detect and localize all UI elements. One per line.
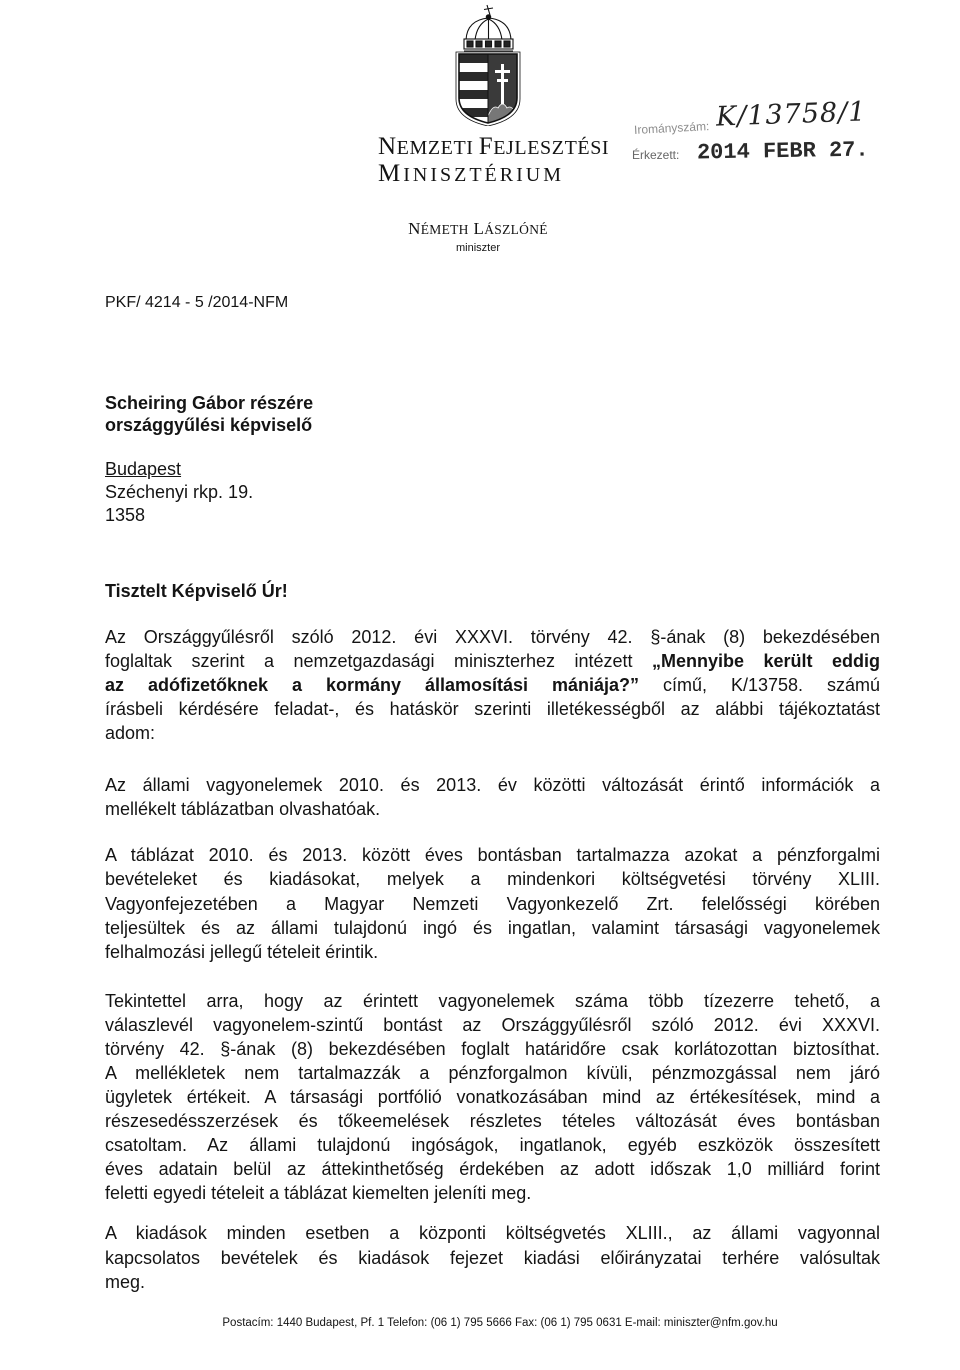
paragraph-line: A kiadások minden esetben a központi költségvetés XLIII., az állami vagyonnal: [105, 1223, 880, 1243]
paragraph-line: Tekintettel arra, hogy az érintett vagyonelemek száma több tízezerre tehető, a: [105, 991, 880, 1011]
paragraph-line: teljesültek és az állami tulajdonú ingó és ingatlan, valamint társasági vagyonelemek: [105, 917, 880, 938]
paragraph-line: bevételeket és kiadásokat, melyek a mindenkori költségvetési törvény XLIII.: [105, 869, 880, 890]
minister-name-word: NÉMETH: [408, 219, 469, 238]
paragraph-5: [105, 1221, 880, 1295]
ministry-name: [378, 134, 609, 188]
stamp-received-label: Érkezett:: [632, 148, 680, 162]
addressee-role: országgyűlési képviselő: [105, 415, 313, 435]
footer-contact: Postacím: 1440 Budapest, Pf. 1 Telefon: (06 1) 795 5666 Fax: (06 1) 795 0631 E-mail: miniszter@nfm.gov.hu: [222, 1317, 778, 1329]
paragraph-line: mellékelt táblázatban olvashatóak.: [105, 798, 381, 819]
minister-name: [378, 218, 578, 240]
paragraph-3: [105, 843, 880, 964]
paragraph-line: ügyletek értékeit. A társasági portfólió vonatkozásában mind az értékesítések, mind a: [105, 1087, 880, 1107]
line-text: című, K/13758. számú: [662, 675, 880, 695]
paragraph-line: törvény 42. §-ának (8) bekezdésében foglalt határidőre csak korlátozottan biztosíthat.: [105, 1039, 880, 1059]
paragraph-line: Az állami vagyonelemek 2010. és 2013. év közötti változását érintő információk a: [105, 775, 880, 795]
paragraph-line: Vagyonfejezetében a Magyar Nemzeti Vagyonkezelő Zrt. felelősségi körében: [105, 893, 880, 914]
ministry-word: NEMZETI: [378, 133, 474, 160]
paragraph-line: meg.: [105, 1272, 146, 1292]
crown-icon: [464, 5, 513, 51]
paragraph-line: [105, 721, 880, 745]
paragraph-4: [105, 989, 880, 1205]
paragraph-line: [105, 673, 880, 697]
paragraph-line: A mellékletek nem tartalmazzák a pénzforgalmon kívüli, pénzmozgással nem járó: [105, 1063, 880, 1083]
minister-name-word: LÁSZLÓNÉ: [473, 219, 548, 238]
address-block: [105, 458, 253, 527]
paragraph-2: [105, 774, 880, 821]
line-text: adom:: [105, 723, 156, 743]
paragraph-line: részesedésszerzések és tőkeemelések részletes tételes változását éves bontásban: [105, 1111, 880, 1131]
address-postcode: 1358: [105, 505, 146, 525]
ministry-name-line-2: [378, 161, 609, 188]
question-title-bold: az adófizetőknek a kormány államosítási mániája?”: [105, 675, 639, 695]
paragraph-line: kapcsolatos bevételek és kiadások fejezet kiadási előirányzatai terhére valósultak: [105, 1247, 880, 1268]
paragraph-line: válaszlevél vagyonelem-szintű bontást az Országgyűlésről szóló 2012. évi XXXVI.: [105, 1015, 880, 1035]
stamp-number-label: Irományszám:: [633, 119, 710, 137]
paragraph-line: [105, 649, 880, 673]
question-title-bold: „Mennyibe került eddig: [652, 651, 880, 671]
ministry-word: MINISZTÉRIUM: [378, 160, 564, 187]
paragraph-line: [105, 625, 880, 649]
paragraph-line: feletti egyedi tételeit a táblázat kiemelten jeleníti meg.: [105, 1183, 532, 1203]
ministry-word: FEJLESZTÉSI: [478, 133, 610, 160]
paragraph-line: [105, 697, 880, 721]
paragraph-line: felhalmozási jellegű tételeit érintik.: [105, 942, 379, 963]
addressee-name: Scheiring Gábor részére: [105, 393, 314, 413]
minister-title: miniszter: [455, 242, 500, 254]
paragraph-line: A táblázat 2010. és 2013. között éves bontásban tartalmazza azokat a pénzforgalmi: [105, 845, 880, 865]
paragraph-line: éves adatain belül az áttekinthetőség érdekében az adott időszak 1,0 milliárd forint: [105, 1159, 880, 1179]
reference-number: PKF/ 4214 - 5 /2014-NFM: [105, 294, 289, 311]
salutation: Tisztelt Képviselő Úr!: [105, 581, 288, 601]
stamp-received-date: 2014 FEBR 27.: [696, 137, 869, 166]
line-text: foglaltak szerint a nemzetgazdasági miniszterhez intézett: [105, 651, 633, 671]
ministry-name-line-1: [378, 134, 609, 161]
address-city: Budapest: [105, 459, 182, 479]
line-text: Az Országgyűlésről szóló 2012. évi XXXVI. törvény 42. §-ának (8) bekezdésében: [105, 627, 880, 647]
paragraph-line: csatoltam. Az állami tulajdonú ingóságok, ingatlanok, egyéb eszközök összesített: [105, 1135, 880, 1155]
address-street: Széchenyi rkp. 19.: [105, 482, 254, 502]
stamp-handwritten-number: K/13758/1: [715, 96, 867, 133]
paragraph-1: [105, 625, 880, 745]
minister-block: [378, 218, 578, 256]
line-text: írásbeli kérdésére feladat-, és hatáskör szerinti illetékességből az alábbi tájékoztatást: [105, 699, 880, 719]
addressee-block: [105, 392, 313, 436]
coat-of-arms-icon: [453, 4, 523, 126]
